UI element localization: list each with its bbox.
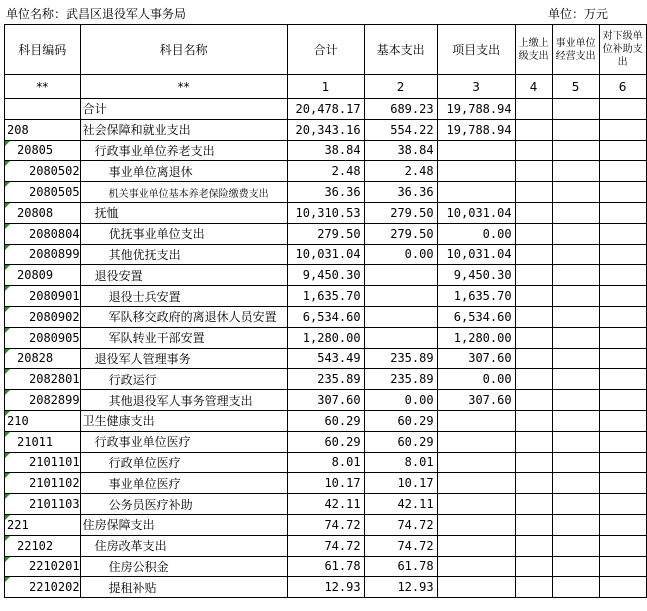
lower-amount-cell xyxy=(599,202,646,223)
upper-amount-cell xyxy=(515,119,552,140)
upper-amount-cell xyxy=(515,202,552,223)
business-amount-cell xyxy=(552,202,599,223)
subject-code: 22102 xyxy=(17,538,54,553)
cell-marker-icon xyxy=(5,307,10,312)
cell-marker-icon xyxy=(5,182,10,187)
col-name: 科目名称 xyxy=(80,25,287,75)
basic-amount-cell: 36.36 xyxy=(364,182,437,203)
business-amount-cell xyxy=(552,244,599,265)
basic-amount-cell: 554.22 xyxy=(364,119,437,140)
subject-name-cell: 其他退役军人事务管理支出 xyxy=(80,390,287,411)
upper-amount-cell xyxy=(515,452,552,473)
basic-amount-cell xyxy=(364,286,437,307)
cell-marker-icon xyxy=(5,328,10,333)
subject-code-cell xyxy=(5,494,81,515)
table-row xyxy=(5,327,647,348)
basic-amount-cell: 74.72 xyxy=(364,514,437,535)
subject-name-cell: 行政事业单位养老支出 xyxy=(80,140,287,161)
subject-code: 2080505 xyxy=(29,185,80,200)
index-cell: 6 xyxy=(599,75,646,99)
subject-code: 2080804 xyxy=(29,226,80,241)
table-row xyxy=(5,494,647,515)
business-amount-cell xyxy=(552,119,599,140)
subject-name-cell: 住房改革支出 xyxy=(80,535,287,556)
col-project: 项目支出 xyxy=(437,25,515,75)
subject-code: 2080905 xyxy=(29,330,80,345)
subject-code: 20828 xyxy=(17,351,54,366)
cell-marker-icon xyxy=(5,453,10,458)
upper-amount-cell xyxy=(515,577,552,598)
basic-amount-cell: 279.50 xyxy=(364,202,437,223)
subject-name-cell: 退役安置 xyxy=(80,265,287,286)
total-amount-cell: 279.50 xyxy=(287,223,364,244)
upper-amount-cell xyxy=(515,348,552,369)
subject-code: 20809 xyxy=(17,268,54,283)
index-cell: 3 xyxy=(437,75,515,99)
lower-amount-cell xyxy=(599,161,646,182)
subject-code-cell xyxy=(5,369,81,390)
upper-amount-cell xyxy=(515,494,552,515)
total-amount-cell: 2.48 xyxy=(287,161,364,182)
subject-code: 2082801 xyxy=(29,372,80,387)
basic-amount-cell: 2.48 xyxy=(364,161,437,182)
project-amount-cell xyxy=(437,535,515,556)
upper-amount-cell xyxy=(515,369,552,390)
subject-code: 2210202 xyxy=(29,580,80,595)
basic-amount-cell: 235.89 xyxy=(364,348,437,369)
upper-amount-cell xyxy=(515,473,552,494)
project-amount-cell xyxy=(437,161,515,182)
subject-code-cell xyxy=(5,265,81,286)
total-amount-cell: 12.93 xyxy=(287,577,364,598)
table-row xyxy=(5,286,647,307)
subject-code-cell xyxy=(5,556,81,577)
subject-name-cell: 事业单位离退休 xyxy=(80,161,287,182)
total-amount-cell: 74.72 xyxy=(287,514,364,535)
index-cell: 1 xyxy=(287,75,364,99)
basic-amount-cell xyxy=(364,327,437,348)
project-amount-cell xyxy=(437,410,515,431)
basic-amount-cell: 12.93 xyxy=(364,577,437,598)
subject-name-cell: 社会保障和就业支出 xyxy=(80,119,287,140)
project-amount-cell: 0.00 xyxy=(437,369,515,390)
total-amount-cell: 36.36 xyxy=(287,182,364,203)
subject-name-cell: 优抚事业单位支出 xyxy=(80,223,287,244)
subject-name-cell: 提租补贴 xyxy=(80,577,287,598)
subject-code: 2101103 xyxy=(29,497,80,512)
cell-marker-icon xyxy=(5,161,10,166)
subject-code-cell xyxy=(5,119,81,140)
subject-code-cell xyxy=(5,514,81,535)
index-cell: ** xyxy=(80,75,287,99)
project-amount-cell: 307.60 xyxy=(437,348,515,369)
subject-name-cell: 公务员医疗补助 xyxy=(80,494,287,515)
business-amount-cell xyxy=(552,348,599,369)
project-amount-cell xyxy=(437,556,515,577)
subject-code-cell xyxy=(5,286,81,307)
subject-code-cell xyxy=(5,306,81,327)
project-amount-cell: 19,788.94 xyxy=(437,99,515,120)
project-amount-cell xyxy=(437,494,515,515)
unit-name: 单位名称：武昌区退役军人事务局 xyxy=(6,7,187,21)
subject-code-cell xyxy=(5,535,81,556)
upper-amount-cell xyxy=(515,244,552,265)
subject-code: 221 xyxy=(7,517,29,532)
cell-marker-icon xyxy=(5,432,10,437)
cell-marker-icon xyxy=(5,369,10,374)
subject-name-cell: 军队转业干部安置 xyxy=(80,327,287,348)
lower-amount-cell xyxy=(599,494,646,515)
subject-code-cell xyxy=(5,431,81,452)
business-amount-cell xyxy=(552,390,599,411)
lower-amount-cell xyxy=(599,390,646,411)
business-amount-cell xyxy=(552,577,599,598)
subject-code-cell xyxy=(5,577,81,598)
business-amount-cell xyxy=(552,182,599,203)
lower-amount-cell xyxy=(599,286,646,307)
upper-amount-cell xyxy=(515,223,552,244)
table-row xyxy=(5,473,647,494)
subject-code-cell xyxy=(5,140,81,161)
table-row xyxy=(5,182,647,203)
subject-code-cell xyxy=(5,223,81,244)
basic-amount-cell: 10.17 xyxy=(364,473,437,494)
subject-name-cell: 军队移交政府的离退休人员安置 xyxy=(80,306,287,327)
project-amount-cell: 307.60 xyxy=(437,390,515,411)
cell-marker-icon xyxy=(5,473,10,478)
cell-marker-icon xyxy=(5,141,10,146)
subject-code-cell xyxy=(5,410,81,431)
subject-code: 20808 xyxy=(17,205,54,220)
project-amount-cell xyxy=(437,431,515,452)
business-amount-cell xyxy=(552,327,599,348)
total-amount-cell: 10,031.04 xyxy=(287,244,364,265)
business-amount-cell xyxy=(552,161,599,182)
project-amount-cell xyxy=(437,452,515,473)
business-amount-cell xyxy=(552,140,599,161)
subject-name-cell: 退役士兵安置 xyxy=(80,286,287,307)
table-row xyxy=(5,535,647,556)
lower-amount-cell xyxy=(599,410,646,431)
subject-name-cell: 退役军人管理事务 xyxy=(80,348,287,369)
currency-unit: 单位：万元 xyxy=(548,7,609,21)
project-amount-cell xyxy=(437,182,515,203)
project-amount-cell xyxy=(437,140,515,161)
index-cell: 2 xyxy=(364,75,437,99)
table-row xyxy=(5,577,647,598)
table-row xyxy=(5,369,647,390)
lower-amount-cell xyxy=(599,535,646,556)
business-amount-cell xyxy=(552,286,599,307)
subject-name-cell: 合计 xyxy=(80,99,287,120)
business-amount-cell xyxy=(552,514,599,535)
lower-amount-cell xyxy=(599,306,646,327)
upper-amount-cell xyxy=(515,556,552,577)
project-amount-cell: 0.00 xyxy=(437,223,515,244)
table-row xyxy=(5,265,647,286)
total-amount-cell: 10,310.53 xyxy=(287,202,364,223)
subject-code-cell xyxy=(5,244,81,265)
lower-amount-cell xyxy=(599,348,646,369)
cell-marker-icon xyxy=(5,224,10,229)
total-amount-cell: 20,478.17 xyxy=(287,99,364,120)
upper-amount-cell xyxy=(515,265,552,286)
upper-amount-cell xyxy=(515,182,552,203)
subject-code: 2080502 xyxy=(29,164,80,179)
basic-amount-cell: 235.89 xyxy=(364,369,437,390)
subject-name-cell: 其他优抚支出 xyxy=(80,244,287,265)
subject-code-cell xyxy=(5,161,81,182)
subject-name-cell: 住房保障支出 xyxy=(80,514,287,535)
lower-amount-cell xyxy=(599,431,646,452)
cell-marker-icon xyxy=(5,557,10,562)
lower-amount-cell xyxy=(599,473,646,494)
table-row xyxy=(5,99,647,120)
total-amount-cell: 10.17 xyxy=(287,473,364,494)
lower-amount-cell xyxy=(599,265,646,286)
table-row xyxy=(5,202,647,223)
total-amount-cell: 20,343.16 xyxy=(287,119,364,140)
index-cell: ** xyxy=(5,75,81,99)
lower-amount-cell xyxy=(599,99,646,120)
cell-marker-icon xyxy=(5,515,10,520)
total-amount-cell: 8.01 xyxy=(287,452,364,473)
upper-amount-cell xyxy=(515,140,552,161)
subject-code: 21011 xyxy=(17,434,54,449)
total-amount-cell: 42.11 xyxy=(287,494,364,515)
subject-code-cell xyxy=(5,99,81,120)
cell-marker-icon xyxy=(5,349,10,354)
subject-code: 20805 xyxy=(17,143,54,158)
col-lower: 对下级单位补助支出 xyxy=(599,25,646,75)
lower-amount-cell xyxy=(599,452,646,473)
cell-marker-icon xyxy=(5,411,10,416)
table-row xyxy=(5,306,647,327)
table-body xyxy=(5,99,647,598)
col-code: 科目编码 xyxy=(5,25,81,75)
table-row xyxy=(5,140,647,161)
upper-amount-cell xyxy=(515,327,552,348)
total-amount-cell: 543.49 xyxy=(287,348,364,369)
project-amount-cell xyxy=(437,514,515,535)
project-amount-cell: 9,450.30 xyxy=(437,265,515,286)
upper-amount-cell xyxy=(515,161,552,182)
upper-amount-cell xyxy=(515,99,552,120)
subject-code-cell xyxy=(5,473,81,494)
lower-amount-cell xyxy=(599,369,646,390)
cell-marker-icon xyxy=(5,286,10,291)
business-amount-cell xyxy=(552,99,599,120)
basic-amount-cell: 74.72 xyxy=(364,535,437,556)
col-upper: 上缴上级支出 xyxy=(515,25,552,75)
subject-name-cell: 行政运行 xyxy=(80,369,287,390)
subject-name-cell: 行政单位医疗 xyxy=(80,452,287,473)
table-row xyxy=(5,119,647,140)
table-row xyxy=(5,514,647,535)
total-amount-cell: 74.72 xyxy=(287,535,364,556)
column-header-row xyxy=(5,25,647,75)
cell-marker-icon xyxy=(5,203,10,208)
basic-amount-cell: 0.00 xyxy=(364,390,437,411)
subject-code: 2080899 xyxy=(29,247,80,262)
table-row xyxy=(5,223,647,244)
cell-marker-icon xyxy=(5,494,10,499)
table-row xyxy=(5,410,647,431)
report-header xyxy=(0,0,647,24)
project-amount-cell xyxy=(437,577,515,598)
business-amount-cell xyxy=(552,494,599,515)
business-amount-cell xyxy=(552,535,599,556)
total-amount-cell: 1,635.70 xyxy=(287,286,364,307)
total-amount-cell: 235.89 xyxy=(287,369,364,390)
basic-amount-cell: 689.23 xyxy=(364,99,437,120)
col-basic: 基本支出 xyxy=(364,25,437,75)
table-row xyxy=(5,452,647,473)
subject-code: 208 xyxy=(7,122,29,137)
basic-amount-cell: 279.50 xyxy=(364,223,437,244)
subject-code: 2082899 xyxy=(29,393,80,408)
index-cell: 5 xyxy=(552,75,599,99)
subject-code: 2080901 xyxy=(29,289,80,304)
lower-amount-cell xyxy=(599,182,646,203)
business-amount-cell xyxy=(552,410,599,431)
subject-name-cell: 行政事业单位医疗 xyxy=(80,431,287,452)
basic-amount-cell: 60.29 xyxy=(364,431,437,452)
index-cell: 4 xyxy=(515,75,552,99)
lower-amount-cell xyxy=(599,140,646,161)
lower-amount-cell xyxy=(599,244,646,265)
total-amount-cell: 61.78 xyxy=(287,556,364,577)
lower-amount-cell xyxy=(599,556,646,577)
upper-amount-cell xyxy=(515,390,552,411)
lower-amount-cell xyxy=(599,327,646,348)
lower-amount-cell xyxy=(599,119,646,140)
business-amount-cell xyxy=(552,556,599,577)
basic-amount-cell: 8.01 xyxy=(364,452,437,473)
total-amount-cell: 60.29 xyxy=(287,410,364,431)
project-amount-cell: 10,031.04 xyxy=(437,202,515,223)
table-row xyxy=(5,244,647,265)
upper-amount-cell xyxy=(515,514,552,535)
table-row xyxy=(5,390,647,411)
subject-code: 210 xyxy=(7,413,29,428)
col-business: 事业单位经营支出 xyxy=(552,25,599,75)
subject-code-cell xyxy=(5,182,81,203)
business-amount-cell xyxy=(552,473,599,494)
col-total: 合计 xyxy=(287,25,364,75)
lower-amount-cell xyxy=(599,223,646,244)
subject-name-cell: 住房公积金 xyxy=(80,556,287,577)
upper-amount-cell xyxy=(515,535,552,556)
index-row xyxy=(5,75,647,99)
lower-amount-cell xyxy=(599,577,646,598)
upper-amount-cell xyxy=(515,410,552,431)
business-amount-cell xyxy=(552,223,599,244)
subject-code-cell xyxy=(5,348,81,369)
cell-marker-icon xyxy=(5,536,10,541)
expenditure-table xyxy=(4,24,647,598)
cell-marker-icon xyxy=(5,577,10,582)
subject-code: 2210201 xyxy=(29,559,80,574)
subject-code-cell xyxy=(5,202,81,223)
table-row xyxy=(5,161,647,182)
total-amount-cell: 60.29 xyxy=(287,431,364,452)
business-amount-cell xyxy=(552,369,599,390)
total-amount-cell: 1,280.00 xyxy=(287,327,364,348)
project-amount-cell: 1,635.70 xyxy=(437,286,515,307)
subject-name-cell: 机关事业单位基本养老保险缴费支出 xyxy=(80,182,287,203)
table-row xyxy=(5,348,647,369)
subject-code: 2101101 xyxy=(29,455,80,470)
basic-amount-cell xyxy=(364,265,437,286)
lower-amount-cell xyxy=(599,514,646,535)
total-amount-cell: 6,534.60 xyxy=(287,306,364,327)
business-amount-cell xyxy=(552,265,599,286)
subject-code-cell xyxy=(5,327,81,348)
subject-name-cell: 卫生健康支出 xyxy=(80,410,287,431)
subject-name-cell: 抚恤 xyxy=(80,202,287,223)
cell-marker-icon xyxy=(5,390,10,395)
subject-code: 2080902 xyxy=(29,309,80,324)
project-amount-cell: 19,788.94 xyxy=(437,119,515,140)
project-amount-cell xyxy=(437,473,515,494)
upper-amount-cell xyxy=(515,431,552,452)
upper-amount-cell xyxy=(515,286,552,307)
subject-code-cell xyxy=(5,452,81,473)
project-amount-cell: 1,280.00 xyxy=(437,327,515,348)
total-amount-cell: 307.60 xyxy=(287,390,364,411)
business-amount-cell xyxy=(552,306,599,327)
basic-amount-cell: 0.00 xyxy=(364,244,437,265)
subject-code-cell xyxy=(5,390,81,411)
project-amount-cell: 10,031.04 xyxy=(437,244,515,265)
subject-code: 2101102 xyxy=(29,476,80,491)
total-amount-cell: 9,450.30 xyxy=(287,265,364,286)
basic-amount-cell xyxy=(364,306,437,327)
cell-marker-icon xyxy=(5,245,10,250)
cell-marker-icon xyxy=(5,265,10,270)
basic-amount-cell: 60.29 xyxy=(364,410,437,431)
subject-name-cell: 事业单位医疗 xyxy=(80,473,287,494)
upper-amount-cell xyxy=(515,306,552,327)
table-row xyxy=(5,431,647,452)
business-amount-cell xyxy=(552,452,599,473)
basic-amount-cell: 38.84 xyxy=(364,140,437,161)
project-amount-cell: 6,534.60 xyxy=(437,306,515,327)
business-amount-cell xyxy=(552,431,599,452)
table-row xyxy=(5,556,647,577)
basic-amount-cell: 42.11 xyxy=(364,494,437,515)
basic-amount-cell: 61.78 xyxy=(364,556,437,577)
total-amount-cell: 38.84 xyxy=(287,140,364,161)
